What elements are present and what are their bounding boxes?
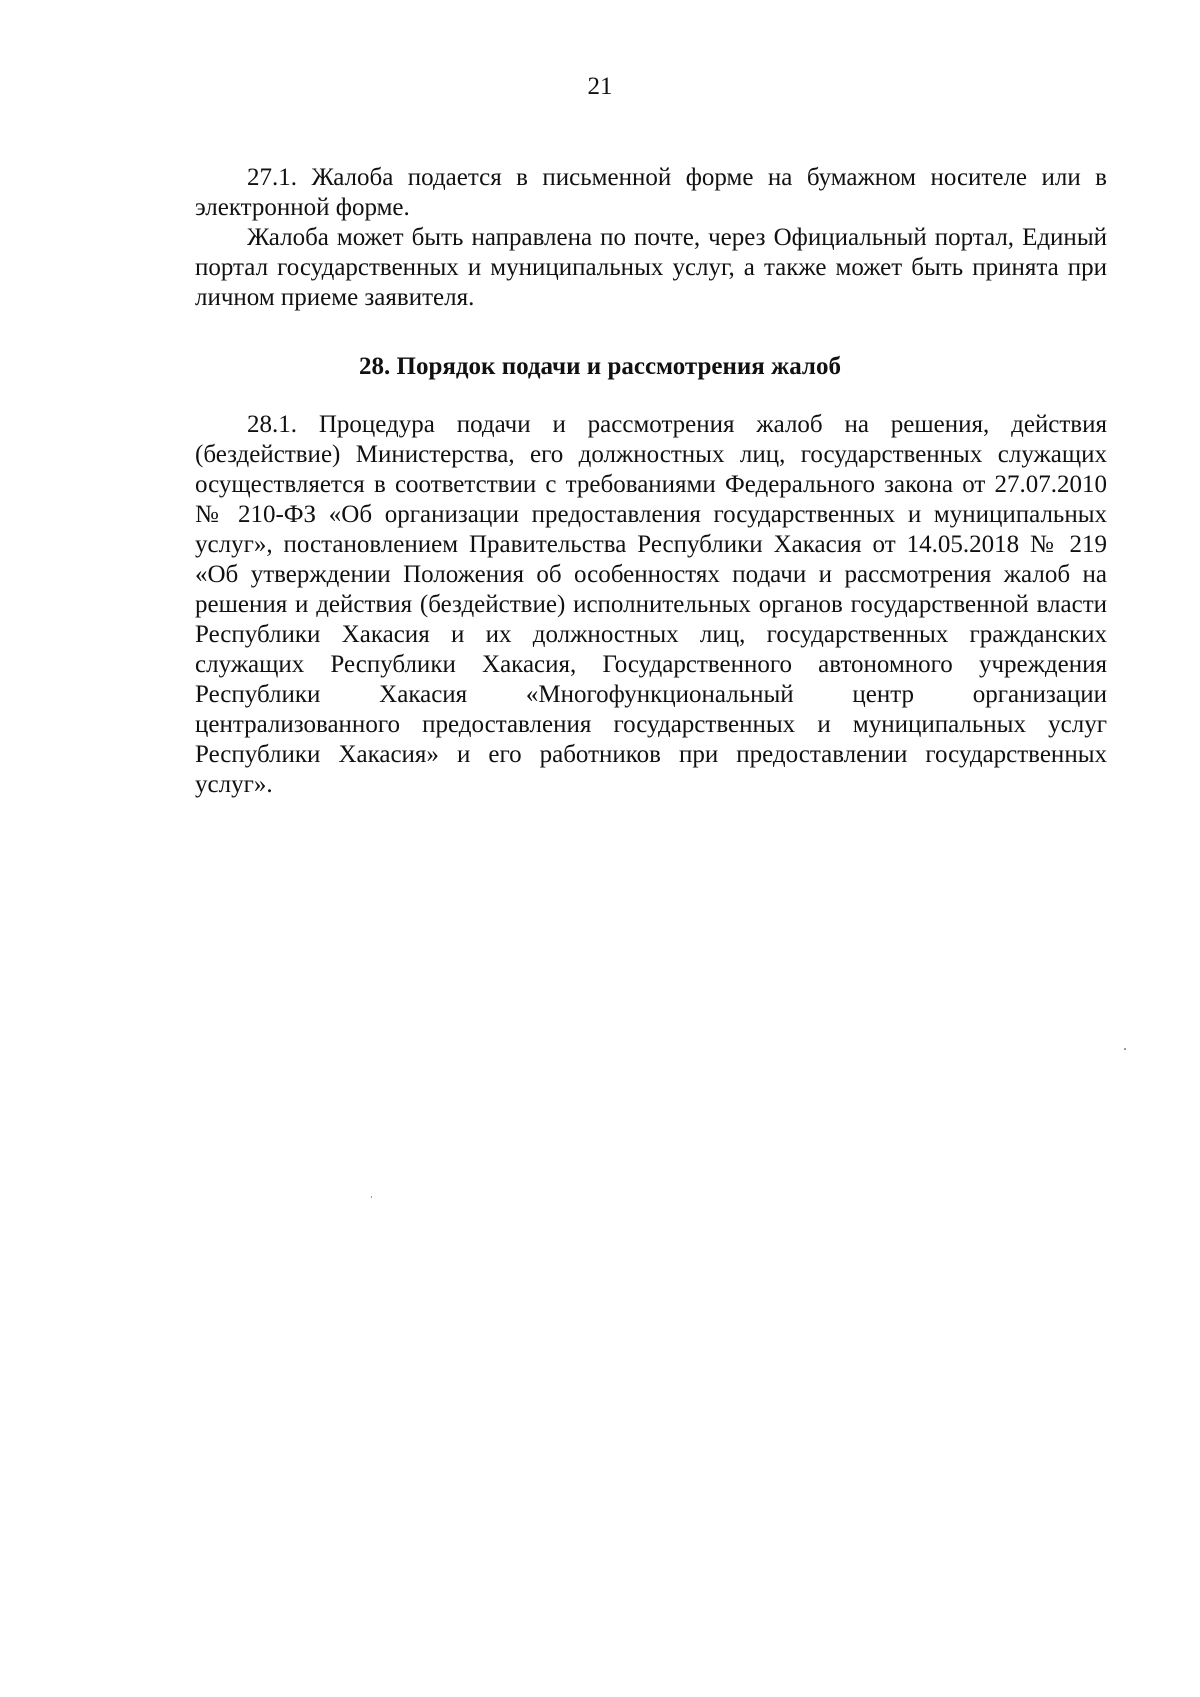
- paragraph-28-1: 28.1. Процедура подачи и рассмотрения жалоб на решения, действия (бездействие) Министерства, его должностных лиц, государственных служащих осуществляется в соответствии с требованиями Федерального закона от 27.07.2010 № 210-ФЗ «Об организации предоставления государственных и муниципальных услуг», постановлением Правительства Республики Хакасия от 14.05.2018 № 219 «Об утверждении Положения об особенностях подачи и рассмотрения жалоб на решения и действия (бездействие) исполнительных органов государственной власти Республики Хакасия и их должностных лиц, государственных гражданских служащих Республики Хакасия, Государственного автономного учреждения Республики Хакасия «Многофункциональный центр организации централизованного предоставления государственных и муниципальных услуг Республики Хакасия» и его работников при предоставлении государственных услуг».: [195, 411, 1107, 798]
- paragraph-27-1-delivery: Жалоба может быть направлена по почте, через Официальный портал, Единый портал государственных и муниципальных услуг, а также может быть принята при личном приеме заявителя.: [195, 224, 1107, 311]
- paragraph-27-1: 27.1. Жалоба подается в письменной форме на бумажном носителе или в электронной форме.: [195, 164, 1107, 221]
- scan-speck: [371, 1196, 372, 1198]
- page-number: 21: [587, 73, 613, 100]
- section-28-body: [195, 410, 1107, 800]
- scan-speck: [1124, 1048, 1126, 1050]
- section-27-body: [195, 163, 1107, 313]
- section-28-heading: 28. Порядок подачи и рассмотрения жалоб: [359, 353, 841, 380]
